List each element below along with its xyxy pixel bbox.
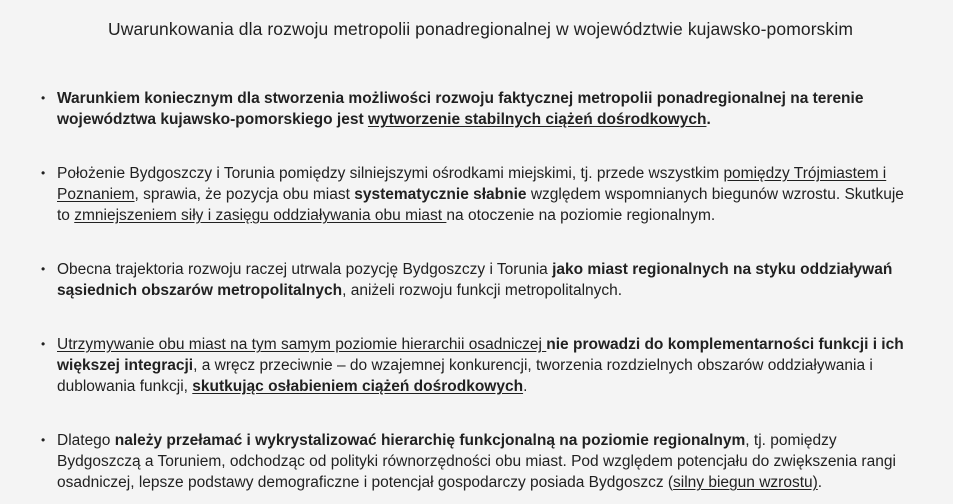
bullet-item: [41, 88, 920, 130]
text-segment: jako miast regionalnych na styku oddziaływań sąsiednich obszarów metropolitalnych: [57, 261, 893, 299]
bullet-marker-icon: •: [41, 337, 46, 351]
bullet-list: [41, 88, 920, 493]
text-segment: zmniejszeniem siły i zasięgu oddziaływania obu miast: [74, 207, 447, 224]
bullet-marker-icon: •: [41, 433, 46, 447]
text-segment: silny biegun wzrostu): [673, 474, 818, 491]
text-segment: pomiędzy Trójmiastem i Poznaniem: [57, 165, 887, 203]
bullet-item: [41, 163, 920, 226]
bullet-marker-icon: •: [41, 91, 46, 105]
text-segment: wytworzenie stabilnych ciążeń dośrodkowych: [367, 111, 707, 128]
bullet-text: [57, 334, 920, 397]
text-segment: , sprawia, że pozycja obu miast: [134, 186, 355, 203]
bullet-text: [57, 259, 920, 301]
text-segment: .: [817, 474, 823, 491]
bullet-item: [41, 334, 920, 397]
text-segment: na otoczenie na poziomie regionalnym.: [446, 207, 716, 224]
bullet-item: [41, 430, 920, 493]
bullet-text: [57, 430, 920, 493]
text-segment: nie prowadzi do komplementarności funkcji i ich większej integracji: [57, 336, 904, 374]
bullet-item: [41, 259, 920, 301]
text-segment: względem wspomnianych biegunów wzrostu. Skutkuje to: [57, 186, 904, 224]
text-segment: Warunkiem koniecznym dla stworzenia możliwości rozwoju faktycznej metropolii ponadregionalnej na terenie województwa kujawsko-pomorskiego jest: [57, 90, 864, 128]
text-segment: .: [523, 378, 528, 395]
text-segment: Obecna trajektoria rozwoju raczej utrwala pozycję Bydgoszczy i Torunia: [57, 261, 553, 278]
text-segment: , aniżeli rozwoju funkcji metropolitalnych.: [342, 282, 623, 299]
bullet-text: [57, 88, 920, 130]
text-segment: , a wręcz przeciwnie – do wzajemnej konkurencji, tworzenia rozdzielnych obszarów oddziaływania i dublowania funkcji,: [57, 357, 873, 395]
text-segment: systematycznie słabnie: [354, 186, 527, 203]
bullet-text: [57, 163, 920, 226]
text-segment: skutkując osłabieniem ciążeń dośrodkowych: [192, 378, 524, 395]
text-segment: Dlatego: [57, 432, 115, 449]
bullet-marker-icon: •: [41, 166, 46, 180]
text-segment: , tj. pomiędzy Bydgoszczą a Toruniem, odchodząc od polityki równorzędności obu miast. Pod względem potencjału do zwiększenia rangi osadniczej, lepsze podstawy demograficzne i potencjał gospodarczy posiada Bydgoszcz (: [57, 432, 896, 491]
text-segment: Utrzymywanie obu miast na tym samym poziomie hierarchii osadniczej: [57, 336, 547, 353]
text-segment: .: [706, 111, 711, 128]
text-segment: należy przełamać i wykrystalizować hierarchię funkcjonalną na poziomie regionalnym: [114, 432, 746, 449]
slide-title: Uwarunkowania dla rozwoju metropolii ponadregionalnej w województwie kujawsko-pomorskim: [107, 19, 853, 39]
bullet-marker-icon: •: [41, 262, 46, 276]
text-segment: Położenie Bydgoszczy i Torunia pomiędzy silniejszymi ośrodkami miejskimi, tj. przede wszystkim: [57, 165, 724, 182]
